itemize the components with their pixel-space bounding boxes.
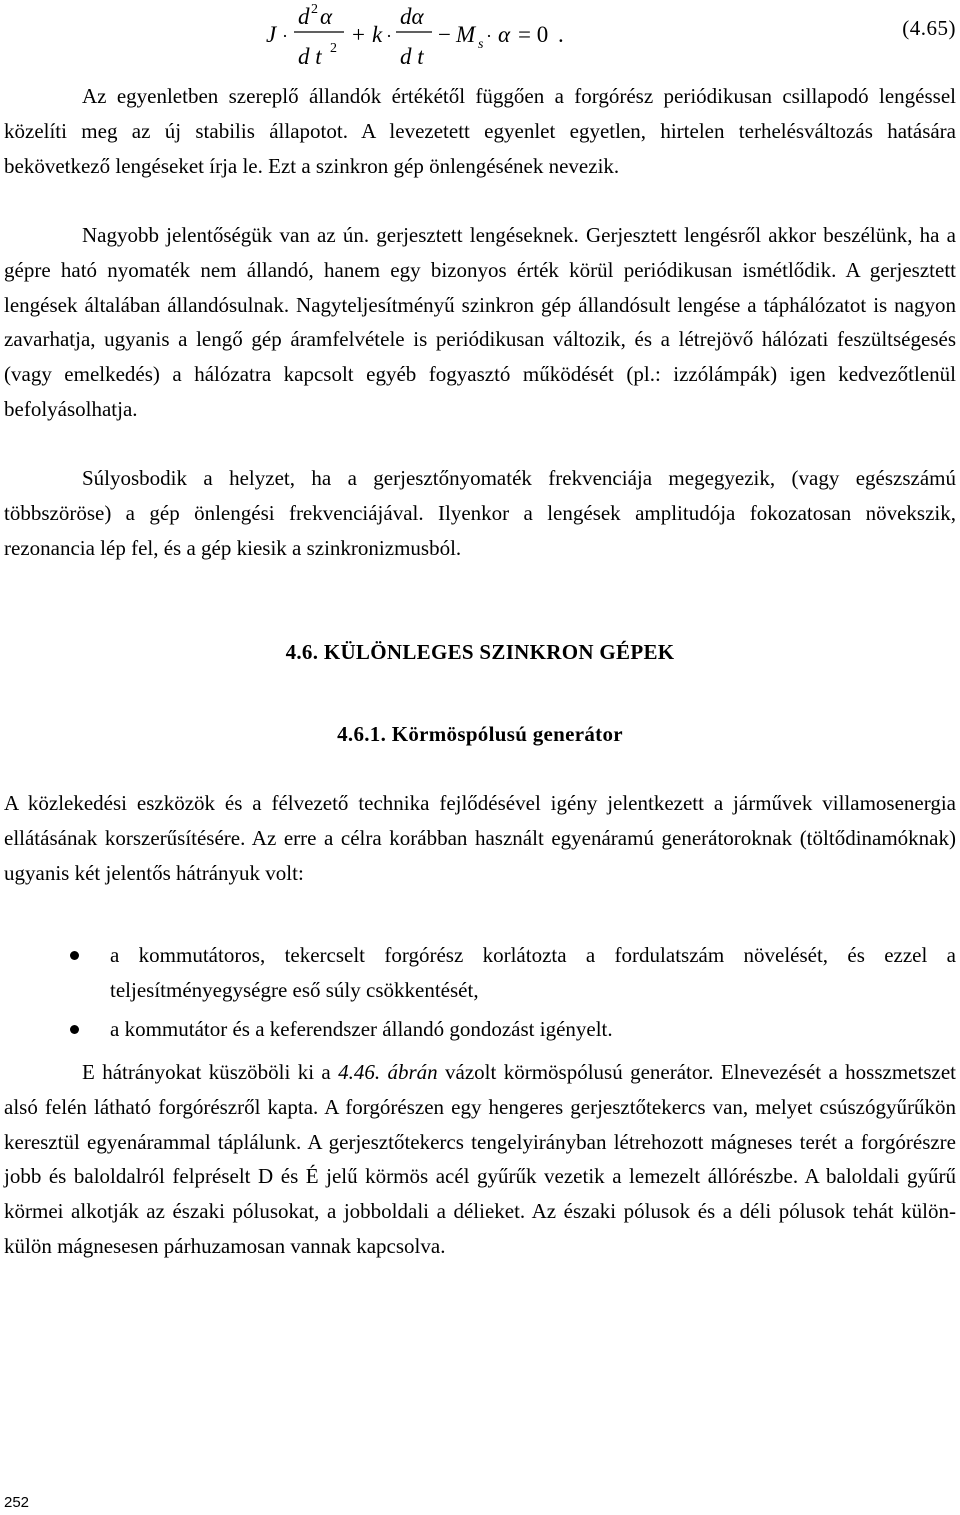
eq-dot-3: · — [486, 26, 492, 46]
eq-period: . — [558, 22, 564, 47]
paragraph-5 — [4, 1055, 956, 1264]
eq-den2: d t — [400, 44, 424, 69]
eq-equals: = 0 — [518, 22, 549, 47]
eq-num1-d: d — [298, 4, 310, 29]
eq-alpha: α — [498, 22, 511, 47]
equation-number: (4.65) — [902, 16, 956, 40]
bullet-icon — [70, 951, 79, 960]
eq-dot-1: · — [282, 26, 288, 46]
bullet-icon — [70, 1025, 79, 1034]
eq-plus: + — [352, 22, 365, 47]
equation-4-65 — [0, 0, 960, 72]
list-item — [4, 938, 956, 1008]
eq-num2: dα — [400, 4, 424, 29]
paragraph-5-start: E hátrányokat küszöböli ki a — [82, 1060, 339, 1084]
eq-k: k — [372, 22, 383, 47]
page-number: 252 — [4, 1494, 30, 1511]
paragraph-4: A közlekedési eszközök és a félvezető technika fejlődésével igény jelentkezett a járművek villamosenergia ellátásának korszerűsítésére. Az erre a célra korábban használt egyenáramú generátoroknak (töltődinamóknak) ugyanis két jelentős hátrányuk volt: — [4, 791, 956, 885]
bullet-list — [4, 938, 956, 1050]
paragraph-2: Nagyobb jelentőségük van az ún. gerjesztett lengéseknek. Gerjesztett lengésről akkor beszélünk, ha a gépre ható nyomaték nem állandó, hanem egy bizonyos érték körül periódikusan ismétlődik. A gerjesztett lengések általában állandósulnak. Nagyteljesítményű szinkron gép állandósult lengése a táphálózatot is nagyon zavarhatja, ugyanis a lengő gép áramfelvétele is periódikusan változik, és a létrejövő hálózati feszültségesés (vagy emelkedés) a hálózatra kapcsolt egyéb fogyasztó működését (pl.: izzólámpák) igen kedvezőtlenül befolyásolhatja. — [4, 223, 956, 421]
bullet-text-1: a kommutátoros, tekercselt forgórész korlátozta a fordulatszám növelését, és ezzel a teljesítményegységre eső súly csökkentését, — [110, 943, 956, 1002]
eq-M: M — [456, 22, 476, 47]
paragraph-1: Az egyenletben szereplő állandók értékétől függően a forgórész periódikusan csillapodó lengéssel közelíti meg az új stabilis állapotot. A levezetett egyenlet egyetlen, hirtelen terhelésváltozás hatására bekövetkező lengéseket írja le. Ezt a szinkron gép önlengésének nevezik. — [4, 84, 956, 178]
eq-J: J — [266, 22, 277, 47]
equation-formula — [260, 0, 580, 72]
eq-den1: d t — [298, 44, 322, 69]
eq-M-sub: s — [478, 37, 484, 52]
eq-minus: − — [438, 22, 451, 47]
paragraph-3: Súlyosbodik a helyzet, ha a gerjesztőnyomaték frekvenciája megegyezik, (vagy egészszámú többszöröse) a gép önlengési frekvenciájával. Ilyenkor a lengések amplitudója fokozatosan növekszik, rezonancia lép fel, és a gép kiesik a szinkronizmusból. — [4, 466, 956, 560]
eq-num1-sup: 2 — [311, 2, 318, 17]
eq-num1-alpha: α — [320, 4, 333, 29]
paragraph-5-rest: vázolt körmöspólusú generátor. Elnevezését a hosszmetszet alsó felén látható forgórészről kapta. A forgórészen egy hengeres gerjesztőtekercs van, melyet csúszógyűrűkön keresztül egyenárammal táplálunk. A gerjesztőtekercs tengelyirányban létrehozott mágneses terét a forgórészre jobb és baloldalról felpréselt D és É jelű körmös acél gyűrűk vezetik a lemezelt állórészbe. A baloldali gyűrű körmei alkotják az északi pólusokat, a jobboldali a délieket. Az északi pólusok és a déli pólusok tehát külön-külön mágnesesen párhuzamosan vannak kapcsolva. — [4, 1060, 956, 1258]
eq-dot-2: · — [386, 26, 392, 46]
bullet-text-2: a kommutátor és a keferendszer állandó gondozást igényelt. — [110, 1016, 613, 1041]
list-item — [4, 1012, 956, 1047]
eq-den1-sup: 2 — [330, 41, 337, 56]
section-heading: 4.6. KÜLÖNLEGES SZINKRON GÉPEK — [285, 640, 675, 664]
subsection-heading: 4.6.1. Körmöspólusú generátor — [337, 722, 623, 746]
figure-reference: 4.46. ábrán — [338, 1060, 438, 1084]
